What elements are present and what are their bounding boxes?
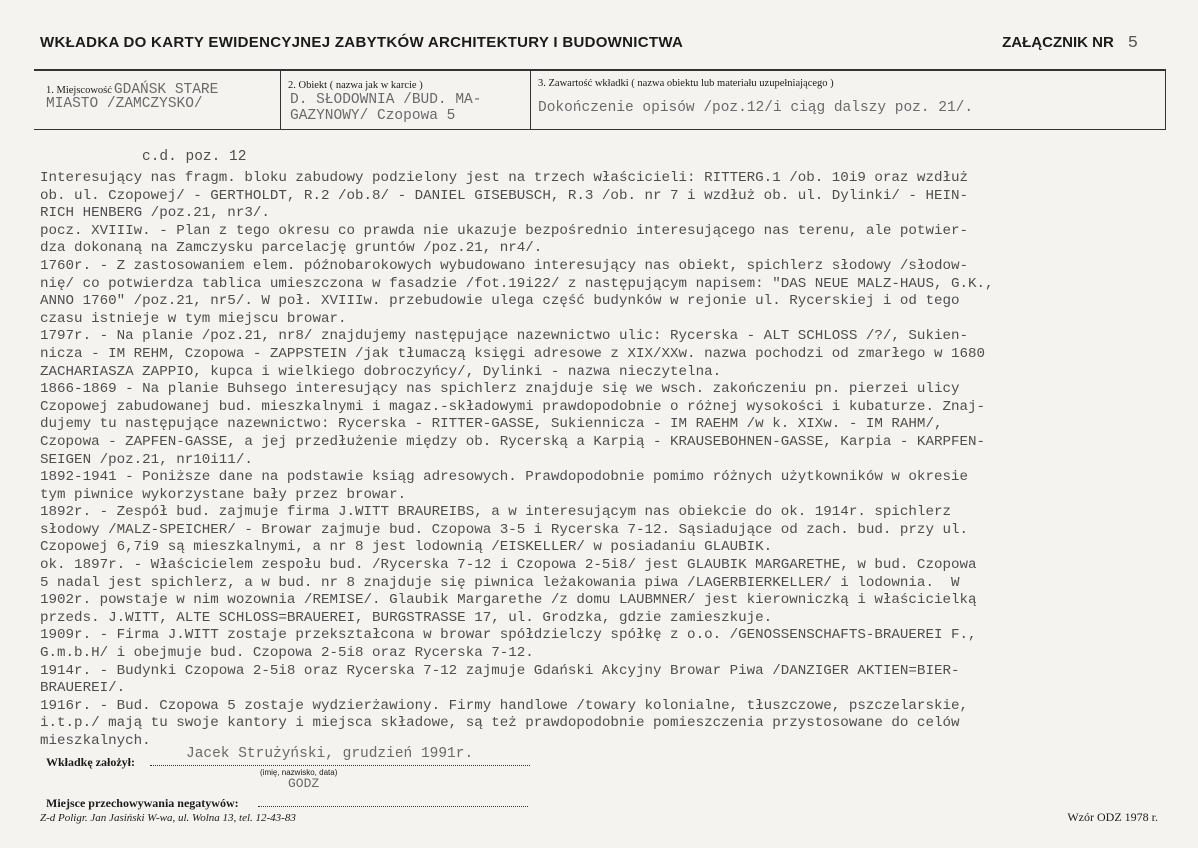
description-line: 1760r. - Z zastosowaniem elem. późnobarokowych wybudowano interesujący nas obiekt, spichlerz słodowy /słodow- <box>40 257 969 274</box>
description-line: ob. ul. Czopowej/ - GERTHOLDT, R.2 /ob.8/ - DANIEL GISEBUSCH, R.3 /ob. nr 7 i wzdłuż ob. ul. Dylinki/ - HEIN- <box>40 187 969 204</box>
field-object-value-1: D. SŁODOWNIA /BUD. MA- <box>290 92 482 108</box>
created-by-label: Wkładkę założył: <box>46 755 135 769</box>
continuation-heading: c.d. poz. 12 <box>142 149 247 165</box>
description-line: czasu istnieje w tym miejscu browar. <box>40 310 347 327</box>
description-line: 1866-1869 - Na planie Buhsego interesujący nas spichlerz znajduje się we wsch. zakończeniu pn. pierzei ulicy <box>40 381 960 398</box>
description-line: nicza - IM REHM, Czopowa - ZAPPSTEIN /jak tłumaczą księgi adresowe z XIX/XXw. nazwa pochodzi od zmarłego w 1680 <box>40 345 986 362</box>
description-line: 1914r. - Budynki Czopowa 2-5i8 oraz Rycerska 7-12 zajmuje Gdański Akcyjny Browar Piwa /DANZIGER AKTIEN=BIER- <box>40 662 960 679</box>
negatives-line <box>258 806 528 807</box>
description-line: pocz. XVIIIw. - Plan z tego okresu co prawda nie ukazuje bezpośrednio interesującego nas terenu, ale potwier- <box>40 222 969 239</box>
description-line: tym piwnice wykorzystane bały przez browar. <box>40 486 407 503</box>
description-line: Interesujący nas fragm. bloku zabudowy podzielony jest na trzech właścicieli: RITTERG.1 /ob. 10i9 oraz wzdłuż <box>40 170 969 186</box>
form-title: WKŁADKA DO KARTY EWIDENCYJNEJ ZABYTKÓW ARCHITEKTURY I BUDOWNICTWA <box>40 34 684 51</box>
field-locality-value-2: MIASTO /ZAMCZYSKO/ <box>46 96 203 112</box>
description-line: Czopowa - ZAPFEN-GASSE, a jej przedłużenie między ob. Rycerską a Karpią - KRAUSEBOHNEN-GASSE, Karpia - KARPFEN- <box>40 433 986 450</box>
created-by-line <box>150 765 530 766</box>
description-line: 1916r. - Bud. Czopowa 5 zostaje wydzierżawiony. Firmy handlowe /towary kolonialne, tłuszczowe, pszczelarskie, <box>40 697 969 714</box>
description-line: 1797r. - Na planie /poz.21, nr8/ znajdujemy następujące nazewnictwo ulic: Rycerska - ALT SCHLOSS /?/, Sukien- <box>40 328 969 345</box>
field-locality-value-1: GDAŃSK STARE <box>113 82 219 98</box>
annex-label-text: ZAŁĄCZNIK NR <box>1002 34 1114 51</box>
institution-stamp: GODZ <box>288 776 320 791</box>
annex-label <box>1002 34 1138 53</box>
description-line: G.m.b.H/ i obejmuje bud. Czopowa 2-5i8 oraz Rycerska 7-12. <box>40 645 534 662</box>
description-line: i.t.p./ mają tu swoje kantory i miejsca składowe, są też prawdopodobnie pomieszczenia przystosowane do celów <box>40 715 960 732</box>
negatives-label: Miejsce przechowywania negatywów: <box>46 796 239 810</box>
annex-number: 5 <box>1127 34 1138 53</box>
description-line: SEIGEN /poz.21, nr10i11/. <box>40 451 253 468</box>
table-top-border <box>34 69 1166 71</box>
description-line: dza dokonaną na Zamczysku parcelację gruntów /poz.21, nr4/. <box>40 240 543 257</box>
field-content-label: 3. Zawartość wkładki ( nazwa obiektu lub materiału uzupełniającego ) <box>538 78 834 89</box>
description-line: 1892r. - Zespół bud. zajmuje firma J.WITT BRAUREIBS, a w interesującym nas obiekcie do ok. 1914r. spichlerz <box>40 504 951 521</box>
table-bottom-border <box>34 129 1166 130</box>
description-line: ZACHARIASZA ZAPPIO, kupca i wielkiego dobroczyńcy/, Dylinki - nazwa nieczytelna. <box>40 363 722 380</box>
created-by-hint: (imię, nazwisko, data) <box>260 768 338 777</box>
created-by-value: Jacek Strużyński, grudzień 1991r. <box>186 746 474 762</box>
description-line: słodowy /MALZ-SPEICHER/ - Browar zajmuje bud. Czopowa 3-5 i Rycerska 7-12. Sąsiadujące od zach. bud. przy ul. <box>40 521 969 538</box>
description-line: Czopowej zabudowanej bud. mieszkalnymi i magaz.-składowymi prawdopodobnie o różnej wysokości i kubaturze. Znaj- <box>40 398 986 415</box>
description-text <box>40 170 1180 751</box>
field-object-label: 2. Obiekt ( nazwa jak w karcie ) <box>288 80 423 91</box>
description-line: BRAUEREI/. <box>40 680 126 697</box>
table-divider-1 <box>280 70 281 129</box>
printer-imprint: Z-d Poligr. Jan Jasiński W-wa, ul. Wolna 13, tel. 12-43-83 <box>40 812 296 824</box>
description-line: 1892-1941 - Poniższe dane na podstawie ksiąg adresowych. Prawdopodobnie pomimo różnych użytkowników w okresie <box>40 469 969 486</box>
field-object-value-2: GAZYNOWY/ Czopowa 5 <box>290 108 456 124</box>
description-line: ok. 1897r. - Właścicielem zespołu bud. /Rycerska 7-12 i Czopowa 2-5i8/ jest GLAUBIK MARGARETHE, w bud. Czopowa <box>40 557 977 574</box>
description-line: Czopowej 6,7i9 są mieszkalnymi, a nr 8 jest lodownią /EISKELLER/ w posiadaniu GLAUBIK. <box>40 539 773 556</box>
table-divider-2 <box>530 70 531 129</box>
description-line: 1902r. powstaje w nim wozownia /REMISE/. Glaubik Margarethe /z domu LAUBMNER/ jest kierowniczką i właścicielką <box>40 592 977 609</box>
field-locality-label: 1. Miejscowość <box>46 85 112 96</box>
description-line: 1909r. - Firma J.WITT zostaje przekształcona w browar spółdzielczy spółkę z o.o. /GENOSSENSCHAFTS-BRAUEREI F., <box>40 627 977 644</box>
table-right-border <box>1165 70 1166 129</box>
description-line: nię/ co potwierdza tablica umieszczona w fasadzie /fot.19i22/ z następującym napisem: "DAS NEUE MALZ-HAUS, G.K., <box>40 275 994 292</box>
description-line: 5 nadal jest spichlerz, a w bud. nr 8 znajduje się piwnica leżakowania piwa /LAGERBIERKELLER/ i lodownia. W <box>40 574 960 591</box>
description-line: mieszkalnych. <box>40 733 151 749</box>
description-line: RICH HENBERG /poz.21, nr3/. <box>40 205 270 222</box>
description-line: dujemy tu następujące nazewnictwo: Rycerska - RITTER-GASSE, Sukiennicza - IM RAEHM /w k. XIXw. - IM RAHM/, <box>40 416 943 433</box>
field-content-value: Dokończenie opisów /poz.12/i ciąg dalszy poz. 21/. <box>538 100 974 116</box>
description-line: przeds. J.WITT, ALTE SCHLOSS=BRAUEREI, BURGSTRASSE 17, ul. Grodzka, gdzie zamieszkuje. <box>40 609 773 626</box>
description-line: ANNO 1760" /poz.21, nr5/. W poł. XVIIIw. przebudowie ulega część budynków w rejonie ul. Rycerskiej i od tego <box>40 293 960 310</box>
form-template-id: Wzór ODZ 1978 r. <box>1067 810 1158 824</box>
